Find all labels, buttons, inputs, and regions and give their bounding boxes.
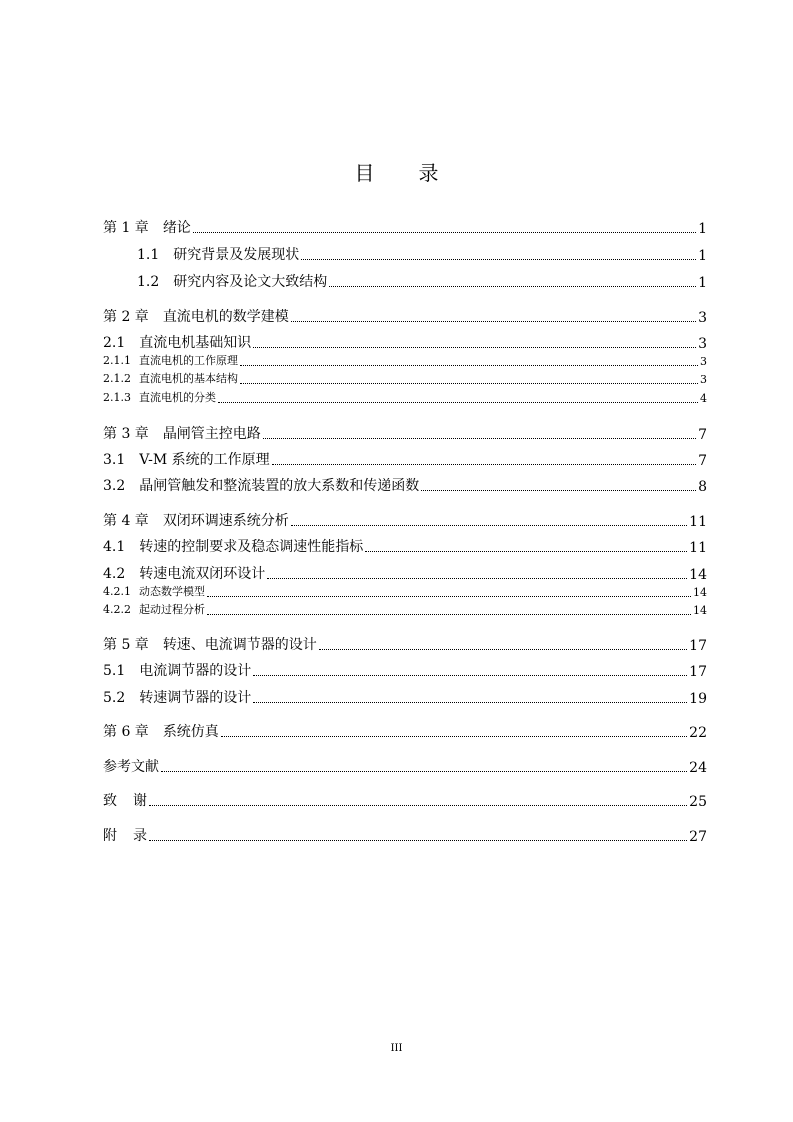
toc-entry-number: 第 4 章 bbox=[103, 513, 149, 529]
toc-entry-leader bbox=[319, 649, 687, 650]
toc-entry-leader bbox=[365, 551, 687, 552]
toc-entry[interactable] bbox=[103, 583, 707, 599]
toc-entry-leader bbox=[149, 805, 687, 806]
toc-title-char-2: 录 bbox=[418, 161, 439, 185]
toc-entry[interactable] bbox=[103, 563, 707, 583]
toc-entry-label bbox=[103, 660, 251, 680]
toc-entry-page: 14 bbox=[693, 586, 707, 599]
toc-entry[interactable] bbox=[103, 449, 707, 469]
toc-entry-label bbox=[103, 790, 147, 810]
toc-entry[interactable] bbox=[103, 389, 707, 405]
toc-entry-label bbox=[103, 475, 419, 495]
toc-entry-number: 第 3 章 bbox=[103, 426, 149, 442]
toc-entry-leader bbox=[253, 675, 687, 676]
toc-entry-text: 绪论 bbox=[162, 220, 191, 236]
toc-entry[interactable] bbox=[103, 332, 707, 352]
toc-entry-label bbox=[103, 370, 238, 386]
toc-entry-leader bbox=[291, 321, 696, 322]
toc-entry[interactable] bbox=[103, 217, 707, 237]
toc-entry-label bbox=[103, 563, 265, 583]
toc-entry-text: 转速电流双闭环设计 bbox=[139, 566, 266, 582]
toc-title bbox=[0, 157, 793, 186]
toc-entry-text: 研究内容及论文大致结构 bbox=[173, 274, 328, 290]
toc-entry[interactable] bbox=[103, 536, 707, 556]
toc-entry-number: 3.1 bbox=[103, 452, 126, 468]
toc-entry-text: 谢 bbox=[133, 793, 147, 809]
toc-entry-page: 3 bbox=[698, 336, 707, 352]
toc-entry[interactable] bbox=[103, 601, 707, 617]
toc-entry-leader bbox=[240, 383, 698, 384]
toc-entry-text: 研究背景及发展现状 bbox=[173, 247, 300, 263]
toc-entry-page: 14 bbox=[689, 567, 707, 583]
toc-entry-text: 参考文献 bbox=[103, 759, 159, 775]
toc-entry-page: 14 bbox=[693, 604, 707, 617]
toc-entry-text: 双闭环调速系统分析 bbox=[162, 513, 289, 529]
toc-entry-text: V-M 系统的工作原理 bbox=[139, 452, 270, 468]
toc-entry[interactable] bbox=[103, 510, 707, 530]
toc-entry-page: 22 bbox=[689, 725, 707, 741]
toc-entry-number: 1.1 bbox=[137, 247, 160, 263]
toc-entry-text: 直流电机的基本结构 bbox=[139, 372, 238, 385]
toc-entry-number: 2.1 bbox=[103, 335, 126, 351]
toc-entry[interactable] bbox=[103, 721, 707, 741]
toc-entry[interactable] bbox=[103, 687, 707, 707]
toc-entry-text: 转速、电流调节器的设计 bbox=[162, 637, 317, 653]
toc-entry-leader bbox=[149, 840, 687, 841]
toc-entry-label bbox=[103, 332, 251, 352]
toc-entry-text: 转速调节器的设计 bbox=[139, 690, 252, 706]
toc-entry-label bbox=[103, 423, 261, 443]
toc-entry-text: 电流调节器的设计 bbox=[139, 663, 252, 679]
toc-entry-label bbox=[103, 756, 159, 776]
toc-entry[interactable] bbox=[103, 352, 707, 368]
toc-entry-number: 4.2.1 bbox=[103, 585, 131, 598]
toc-entry[interactable] bbox=[103, 370, 707, 386]
toc-entry-page: 17 bbox=[689, 638, 707, 654]
toc-entry-leader bbox=[253, 347, 696, 348]
toc-entry-page: 3 bbox=[698, 310, 707, 326]
toc-entry-page: 1 bbox=[698, 248, 707, 264]
toc-entry-page: 19 bbox=[689, 691, 707, 707]
toc-entry-text: 直流电机的数学建模 bbox=[162, 309, 289, 325]
toc-entry[interactable] bbox=[103, 790, 707, 810]
toc-entry-page: 11 bbox=[689, 540, 707, 556]
toc-entry-number: 第 6 章 bbox=[103, 724, 149, 740]
toc-entry-number: 4.2.2 bbox=[103, 603, 131, 616]
toc-entry-leader bbox=[267, 578, 687, 579]
toc-entry-leader bbox=[240, 365, 698, 366]
toc-entry-number: 致 bbox=[103, 793, 117, 809]
toc-entry[interactable] bbox=[103, 756, 707, 776]
toc-entry-number: 2.1.2 bbox=[103, 372, 131, 385]
toc-entry-text: 动态数学模型 bbox=[139, 585, 205, 598]
toc-entry-leader bbox=[193, 232, 696, 233]
toc-entry-leader bbox=[218, 402, 698, 403]
toc-entry-number: 2.1.1 bbox=[103, 354, 131, 367]
toc-entry-text: 起动过程分析 bbox=[139, 603, 205, 616]
toc-entry-text: 直流电机的工作原理 bbox=[139, 354, 238, 367]
toc-entry[interactable] bbox=[103, 423, 707, 443]
toc-entry-label bbox=[103, 583, 205, 599]
toc-entry-number: 第 5 章 bbox=[103, 637, 149, 653]
page-number: III bbox=[390, 1043, 403, 1054]
toc-entry-text: 录 bbox=[133, 828, 147, 844]
toc-entry-leader bbox=[207, 614, 691, 615]
toc-entry-label bbox=[103, 634, 317, 654]
toc-entry-label bbox=[137, 244, 299, 264]
toc-entry-leader bbox=[161, 771, 687, 772]
toc-entry-number: 5.2 bbox=[103, 690, 126, 706]
toc-entry[interactable] bbox=[137, 271, 707, 291]
toc-entry-number: 5.1 bbox=[103, 663, 126, 679]
toc-entry-page: 27 bbox=[689, 829, 707, 845]
toc-entry-leader bbox=[221, 736, 687, 737]
toc-entry-page: 1 bbox=[698, 221, 707, 237]
toc-entry-number: 3.2 bbox=[103, 478, 126, 494]
toc-entry-page: 25 bbox=[689, 794, 707, 810]
toc-entry-text: 晶闸管触发和整流装置的放大系数和传递函数 bbox=[139, 478, 420, 494]
toc-entry-label bbox=[103, 601, 205, 617]
toc-entry[interactable] bbox=[103, 634, 707, 654]
toc-entry-label bbox=[103, 536, 363, 556]
toc-entry-page: 7 bbox=[698, 453, 707, 469]
toc-entry-leader bbox=[272, 464, 696, 465]
toc-entry-text: 直流电机基础知识 bbox=[139, 335, 252, 351]
toc-entry-label bbox=[103, 306, 289, 326]
toc-entry-text: 直流电机的分类 bbox=[139, 391, 216, 404]
toc-entry-label bbox=[103, 687, 251, 707]
toc-entry-number: 1.2 bbox=[137, 274, 160, 290]
toc-entry-page: 24 bbox=[689, 760, 707, 776]
toc-entry-number: 4.2 bbox=[103, 566, 126, 582]
toc-entry-page: 8 bbox=[698, 479, 707, 495]
toc-entry-label bbox=[137, 271, 327, 291]
toc-entry-number: 2.1.3 bbox=[103, 391, 131, 404]
toc-entry-page: 11 bbox=[689, 514, 707, 530]
toc-entry-text: 转速的控制要求及稳态调速性能指标 bbox=[139, 539, 364, 555]
toc-entry-number: 附 bbox=[103, 828, 117, 844]
toc-entry-label bbox=[103, 217, 191, 237]
toc-entry-leader bbox=[329, 286, 696, 287]
toc-entry-page: 3 bbox=[700, 355, 707, 368]
toc-entry[interactable] bbox=[103, 660, 707, 680]
toc-entry-page: 4 bbox=[700, 392, 707, 405]
toc-entry-label bbox=[103, 721, 219, 741]
toc-entry-label bbox=[103, 389, 216, 405]
toc-entry-page: 17 bbox=[689, 664, 707, 680]
toc-entry[interactable] bbox=[103, 825, 707, 845]
toc-entry-leader bbox=[301, 259, 696, 260]
toc-entry-page: 7 bbox=[698, 427, 707, 443]
toc-entry-number: 4.1 bbox=[103, 539, 126, 555]
toc-entry-leader bbox=[291, 525, 687, 526]
toc-entry-label bbox=[103, 449, 270, 469]
toc-entry[interactable] bbox=[103, 306, 707, 326]
toc-entry[interactable] bbox=[137, 244, 707, 264]
toc-entry[interactable] bbox=[103, 475, 707, 495]
toc-entry-leader bbox=[263, 438, 696, 439]
toc-entry-label bbox=[103, 510, 289, 530]
toc-entry-leader bbox=[253, 702, 687, 703]
toc-entry-leader bbox=[207, 596, 691, 597]
toc-entry-label bbox=[103, 825, 147, 845]
toc-entry-text: 晶闸管主控电路 bbox=[162, 426, 261, 442]
toc-entry-page: 3 bbox=[700, 373, 707, 386]
toc-entry-label bbox=[103, 352, 238, 368]
toc-entry-page: 1 bbox=[698, 275, 707, 291]
toc-entry-number: 第 2 章 bbox=[103, 309, 149, 325]
toc-entry-number: 第 1 章 bbox=[103, 220, 149, 236]
toc-entry-text: 系统仿真 bbox=[162, 724, 219, 740]
toc-entry-leader bbox=[421, 490, 696, 491]
toc-title-char-1: 目 bbox=[354, 161, 375, 185]
